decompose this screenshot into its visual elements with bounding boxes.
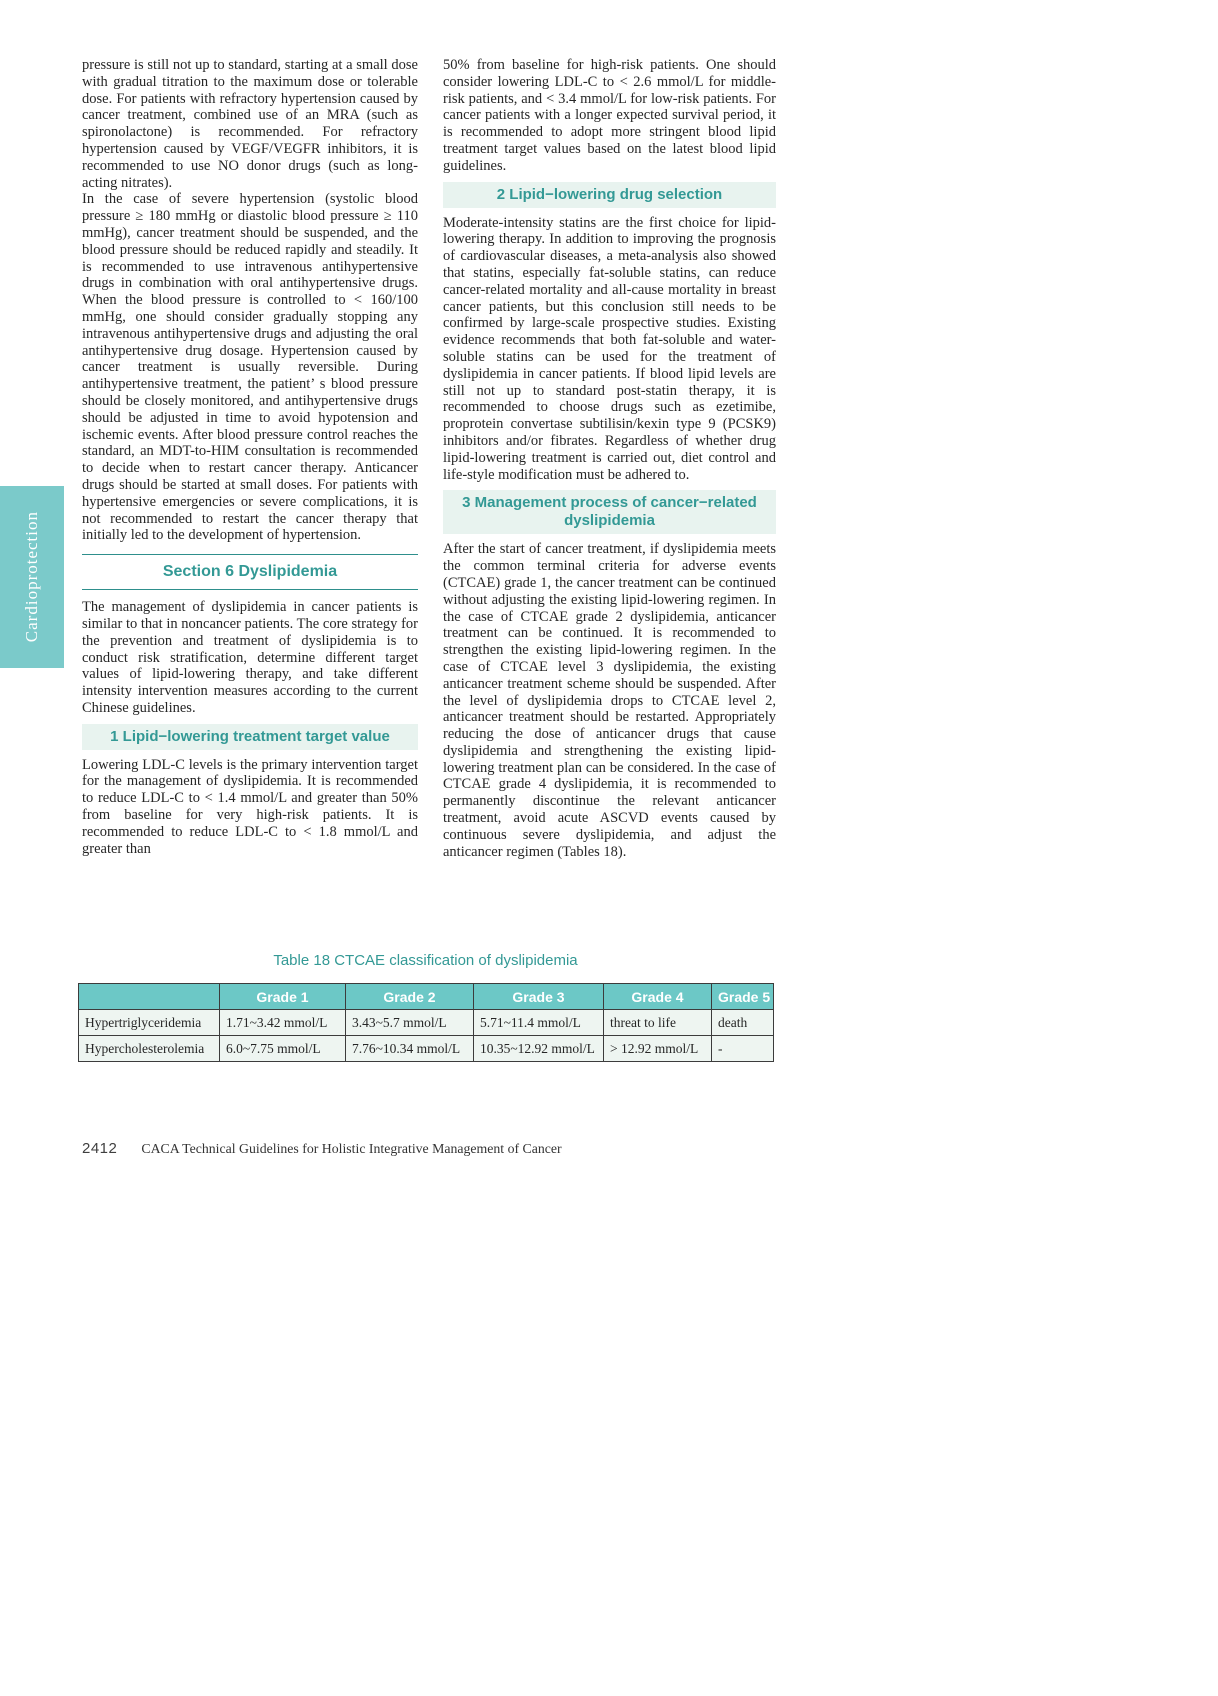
page-number: 2412 xyxy=(82,1140,118,1157)
table-cell: 6.0~7.75 mmol/L xyxy=(220,1036,346,1062)
table-cell: Hypertriglyceridemia xyxy=(79,1010,220,1036)
table-cell: 1.71~3.42 mmol/L xyxy=(220,1010,346,1036)
paragraph: In the case of severe hypertension (systolic blood pressure ≥ 180 mmHg or diastolic blood pressure ≥ 110 mmHg), cancer treatment should be suspended, and the blood pressure should be reduced rapidly and steadily. It is recommended to use intravenous antihypertensive drugs in combination with oral antihypertensive drugs. When the blood pressure is controlled to < 160/100 mmHg, one should consider gradually stopping any intravenous antihypertensive drugs and adjusting the oral antihypertensive drug dosage. Hypertension caused by cancer treatment is usually reversible. During antihypertensive treatment, the patient’ s blood pressure should be closely monitored, and antihypertensive drugs should be adjusted in time to avoid hypotension and ischemic events. After blood pressure control reaches the standard, an MDT-to-HIM consultation is recommended to decide when to restart cancer therapy. Anticancer drugs should be started at small doses. For patients with hypertensive emergencies or severe complications, it is not recommended to restart the cancer therapy that initially led to the development of hypertension. xyxy=(82,191,418,544)
table-header-cell xyxy=(79,984,220,1010)
paragraph: Moderate-intensity statins are the first choice for lipid-lowering therapy. In addition to improving the prognosis of cardiovascular diseases, a meta-analysis also showed that statins, especially fat-soluble statins, can reduce cancer-related mortality and all-cause mortality in breast cancer patients, but this conclusion still needs to be confirmed by large-scale prospective studies. Existing evidence recommends that both fat-soluble and water-soluble statins can be used for the treatment of dyslipidemia in cancer patients. If blood lipid levels are still not up to standard post-statin therapy, it is recommended to choose drugs such as ezetimibe, proprotein convertase subtilisin/kexin type 9 (PCSK9) inhibitors and/or fibrates. Regardless of whether drug lipid-lowering treatment is carried out, diet control and life-style modification must be adhered to. xyxy=(443,214,776,483)
table-cell: 5.71~11.4 mmol/L xyxy=(474,1010,604,1036)
left-text-column xyxy=(82,57,418,857)
table-cell: - xyxy=(712,1036,774,1062)
table-cell: Hypercholesterolemia xyxy=(79,1036,220,1062)
running-title: CACA Technical Guidelines for Holistic Integrative Management of Cancer xyxy=(141,1141,562,1156)
table-cell: 3.43~5.7 mmol/L xyxy=(346,1010,474,1036)
table-caption: Table 18 CTCAE classification of dyslipidemia xyxy=(273,952,578,969)
table-row xyxy=(79,1036,774,1062)
chapter-tab-cardioprotection xyxy=(0,486,64,668)
table-header-cell: Grade 1 xyxy=(220,984,346,1010)
table-cell: 10.35~12.92 mmol/L xyxy=(474,1036,604,1062)
paragraph: After the start of cancer treatment, if dyslipidemia meets the common terminal criteria for adverse events (CTCAE) grade 1, the cancer treatment can be continued without adjusting the existing lipid-lowering regimen. In the case of CTCAE grade 2 dyslipidemia, anticancer treatment can be continued. It is recommended to strengthen the existing lipid-lowering regimen. In the case of CTCAE level 3 dyslipidemia, the existing anticancer treatment scheme should be suspended. After the level of dyslipidemia drops to CTCAE level 2, anticancer treatment should be restarted. Appropriately reducing the dose of anticancer drugs that cause dyslipidemia and strengthening the existing lipid-lowering treatment plan can be considered. In the case of CTCAE grade 4 dyslipidemia, it is recommended to permanently discontinue the relevant anticancer treatment, avoid acute ASCVD events caused by continuous severe dyslipidemia, and adjust the anticancer regimen (Tables 18). xyxy=(443,541,776,860)
subsection-heading-1: 1 Lipid−lowering treatment target value xyxy=(82,724,418,750)
table-header-cell: Grade 3 xyxy=(474,984,604,1010)
table-header-cell: Grade 2 xyxy=(346,984,474,1010)
paragraph: pressure is still not up to standard, starting at a small dose with gradual titration to the maximum dose or tolerable dose. For patients with refractory hypertension caused by cancer treatment, combined use of an MRA (such as spironolactone) is recommended. For refractory hypertension caused by VEGF/VEGFR inhibitors, it is recommended to use NO donor drugs (such as long-acting nitrates). xyxy=(82,57,418,191)
table-cell: threat to life xyxy=(604,1010,712,1036)
paragraph: Lowering LDL-C levels is the primary intervention target for the management of dyslipidemia. It is recommended to reduce LDL-C to < 1.4 mmol/L and greater than 50% from baseline for very high-risk patients. It is recommended to reduce LDL-C to < 1.8 mmol/L and greater than xyxy=(82,756,418,857)
table-cell: 7.76~10.34 mmol/L xyxy=(346,1036,474,1062)
table-18-block xyxy=(78,952,773,1062)
right-text-column xyxy=(443,57,776,860)
table-cell: death xyxy=(712,1010,774,1036)
page-footer xyxy=(82,1140,562,1157)
paragraph: The management of dyslipidemia in cancer patients is similar to that in noncancer patients. The core strategy for the prevention and treatment of dyslipidemia is to conduct risk stratification, determine different target values of lipid-lowering therapy, and take different intensity intervention measures according to the current Chinese guidelines. xyxy=(82,599,418,716)
table-header-cell: Grade 4 xyxy=(604,984,712,1010)
ctcae-classification-table xyxy=(78,983,774,1062)
table-header-cell: Grade 5 xyxy=(712,984,774,1010)
section-heading: Section 6 Dyslipidemia xyxy=(82,554,418,590)
chapter-tab-label: Cardioprotection xyxy=(22,511,41,643)
subsection-heading-3: 3 Management process of cancer−related dyslipidemia xyxy=(443,490,776,534)
paragraph: 50% from baseline for high-risk patients. One should consider lowering LDL-C to < 2.6 mmol/L for middle-risk patients, and < 3.4 mmol/L for low-risk patients. For cancer patients with a longer expected survival period, it is recommended to adopt more stringent blood lipid treatment target values based on the latest blood lipid guidelines. xyxy=(443,57,776,174)
table-header-row xyxy=(79,984,774,1010)
table-row xyxy=(79,1010,774,1036)
subsection-heading-2: 2 Lipid−lowering drug selection xyxy=(443,182,776,208)
table-cell: > 12.92 mmol/L xyxy=(604,1036,712,1062)
